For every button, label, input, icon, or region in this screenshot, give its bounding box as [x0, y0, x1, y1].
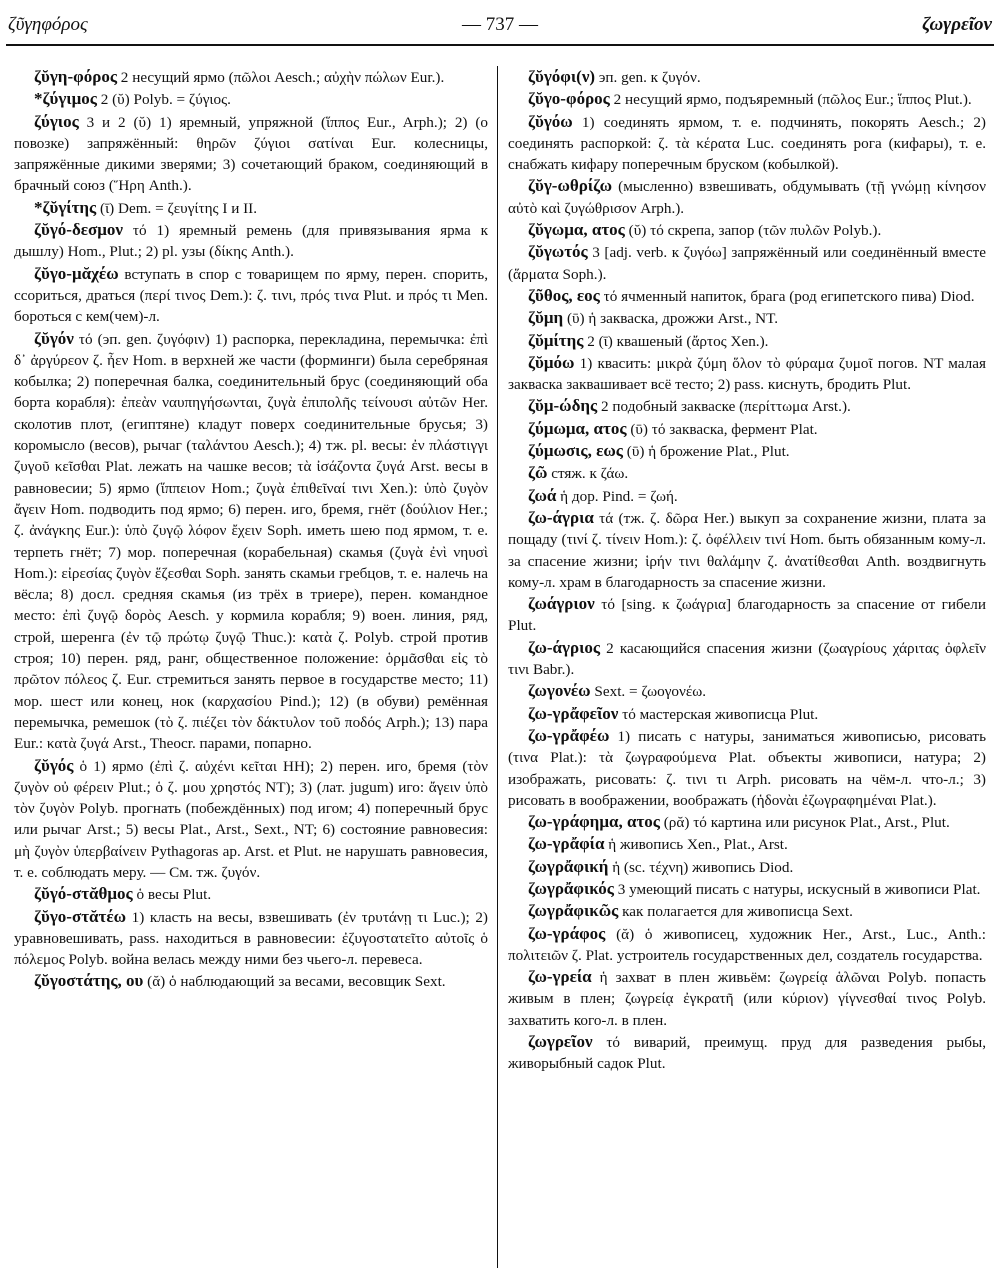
entry-headword: ζῠμ-ώδης [528, 396, 598, 416]
entry-headword: ζῠγός [34, 755, 74, 775]
entry-definition: ἡ захват в плен живьём: ζωγρείᾳ ἁλῶναι Polyb. попасть живым в плен; ζωγρείᾳ ἐγκρατῆ (или κύριον) γίγνεσθαί τινος Polyb. захватить кого-л. в плен. [508, 969, 986, 1029]
entry-headword: ζω-γρἄφέω [528, 725, 610, 745]
dictionary-entry [14, 197, 488, 219]
dictionary-entry [508, 352, 986, 396]
dictionary-entry [14, 755, 488, 884]
entry-definition: 2 подобный закваске (περίττωμα Arst.). [597, 398, 851, 416]
entry-headword: ζῠγόω [528, 111, 573, 131]
dictionary-entry [508, 878, 986, 900]
entry-headword: ζωά [528, 485, 557, 505]
dictionary-entry [508, 219, 986, 241]
dictionary-entry [508, 1031, 986, 1075]
dictionary-entry [508, 241, 986, 285]
entry-definition: 3 умеющий писать с натуры, искусный в живописи Plat. [613, 880, 981, 898]
entry-definition: 3 и 2 (ῠ) 1) яремный, упряжной (ἵππος Eur., Arph.); 2) (о повозке) запряжённый: θηρῶν ζύγιοι σατίναι Eur. колесницы, запряжённые дикими зверями; 3) сочетающий браком, соединяющий в брачный союз (Ἥρη Anth.). [14, 113, 488, 195]
entry-headword: ζύγιος [34, 111, 79, 131]
entry-headword: ζῠγο-στᾰτέω [34, 906, 127, 926]
entry-headword: ζω-γράφημα, ατος [528, 812, 660, 832]
dictionary-entry [508, 811, 986, 833]
header-last-word: ζωγρεῖον [922, 14, 992, 35]
dictionary-entry [14, 970, 488, 992]
entry-headword: ζύμωσις, εως [528, 441, 623, 461]
dictionary-entry [508, 88, 986, 110]
entry-headword: ζῠγό-δεσμον [34, 220, 124, 240]
entry-headword: ζύμωμα, ατος [528, 418, 627, 438]
entry-headword: ζῠμίτης [528, 330, 584, 350]
entry-definition: ὁ весы Plut. [132, 886, 212, 904]
entry-headword: ζω-γράφος [528, 923, 606, 943]
dictionary-entry [508, 833, 986, 855]
dictionary-entry [508, 440, 986, 462]
entry-definition: 2 (ῑ) квашеный (ἄρτος Xen.). [583, 332, 769, 350]
entry-headword: ζωγρεῖον [528, 1032, 593, 1052]
dictionary-entry [508, 485, 986, 507]
dictionary-entry [14, 66, 488, 88]
dictionary-entry [508, 66, 986, 88]
entry-headword: ζῠγο-φόρος [528, 89, 610, 109]
entry-definition: τό (эп. gen. ζυγόφιν) 1) распорка, перекладина, перемычка: ἐπὶ δ᾽ ἀργύρεον ζ. ἦεν Hom. в верхней же части (форминги) была серебряная кобылка; 2) поперечная балка, соединительный брус (соединяющий оба борта корабля): ἐπεὰν ναυπηγήσωνται, ζυγὰ ἐπιπολῆς τείνουσι αὐτῶν Her. сколотив плот, (египтяне) кладут поверх соединительные брусья; 3) коромысло (весов), рычаг (ταλάντου Aesch.); 4) тж. pl. весы: ἐν πλάστιγγι ζυγοῦ κεῖσθαι Plat. лежать на чашке весов; τὰ ἰσάζοντα ζυγά Arst. весы в равновесии; 5) ярмо (ἵππειον Hom.; ζυγὰ ἐπιθεῖναί τινι Xen.): ὑπὸ ζυγὸν ἄγειν Hom. подводить под ярмо; 6) перен. иго, бремя, гнёт (δούλιον Her.; ζ. ἀνάγκης Eur.): ὑπὸ ζυγῷ λόφον ἔχειν Soph. иметь шею под ярмом, т. е. терпеть гнёт; 7) мор. поперечная (корабельная) скамья (ζυγὰ ἐνὶ νηυσὶ Hom.): εἰρεσίας ζυγὸν ἕζεσθαι Soph. занять скамьи гребцов, т. е. налечь на вёсла; 8) досл. средняя скамья (из трёх в триере), перен. командное место: ἐπὶ ζυγῷ δορὸς Aesch. у кормила корабля; 9) воен. линия, ряд, строй, шеренга (ἐν τῷ πρώτῳ ζυγῷ Thuc.): κατὰ ζ. Polyb. строй против строя; 10) перен. ряд, ранг, общественное положение: ὁρμᾶσθαι εἰς τὸ πρῶτον πόλεος ζ. Eur. стремиться занять первое в государстве место; 11) мор. шест или конец, нок (καρχασίου Pind.); 12) (в обуви) ремённая перемычка, ремешок (τὸ ζ. πιέζει τὸν δάκτυλον τοῦ ποδός Arph.); 13) пара Eur.: κατὰ ζυγά Arst., Theocr. парами, попарно. [14, 330, 488, 753]
dictionary-entry [508, 307, 986, 329]
entry-definition: ἡ живопись Xen., Plat., Arst. [604, 836, 788, 854]
entry-headword: ζῠμόω [528, 352, 575, 372]
dictionary-entry [14, 111, 488, 197]
dictionary-entry [508, 507, 986, 593]
entry-definition: Sext. = ζωογονέω. [590, 683, 707, 701]
dictionary-entry [508, 856, 986, 878]
entry-definition: (ρᾰ) τό картина или рисунок Plat., Arst., Plut. [659, 814, 950, 832]
entry-definition: 1) квасить: μικρὰ ζύμη ὅλον τὸ φύραμα ζυμοῖ погов. NT малая закваска заквашивает всё тесто; 2) pass. киснуть, бродить Plut. [508, 354, 986, 394]
entry-definition: τό 1) яремный ремень (для привязывания ярма к дышлу) Hom., Plut.; 2) pl. узы (δίκης Anth.). [14, 222, 488, 261]
dictionary-entry [14, 263, 488, 328]
entry-headword: ζῠγό-στᾰθμος [34, 884, 133, 904]
entry-headword: ζῠγόν [34, 328, 74, 348]
entry-definition: (ῠ) τό скрепа, запор (τῶν πυλῶν Polyb.). [624, 222, 882, 240]
entry-definition: τό мастерская живописца Plut. [618, 705, 819, 723]
entry-headword: ζω-γρεία [528, 967, 592, 987]
entry-headword: ζῠγ-ωθρίζω [528, 176, 612, 196]
dictionary-entry [14, 906, 488, 971]
entry-headword: ζῦθος, εος [528, 285, 600, 305]
entry-headword: ζω-άγριος [528, 637, 601, 657]
dictionary-entry [508, 418, 986, 440]
header-rule [6, 44, 994, 46]
dictionary-entry [508, 593, 986, 637]
entry-headword: ζω-άγρια [528, 507, 594, 527]
entry-headword: ζῠγο-μᾰχέω [34, 263, 119, 283]
entry-definition: 1) писать с натуры, заниматься живописью, рисовать (τινα Plat.): τὰ ζωγραφούμενα Plat. объекты живописи, натура; 2) изображать, рисовать: ζ. τινι τι Arph. рисовать на чём-л. что-л.; 3) рисовать в воображении, воображать (ἡδονὰι ἐζωγραφημέναι Plat.). [508, 727, 986, 809]
entry-headword: ζῠγοστάτης, ου [34, 971, 144, 991]
entry-definition: (ῡ) ἡ брожение Plat., Plut. [622, 443, 790, 461]
dictionary-entry [508, 462, 986, 484]
dictionary-entry [14, 328, 488, 755]
entry-headword: ζωγρἄφική [528, 856, 609, 876]
entry-headword: ζῶ [528, 463, 548, 483]
entry-headword: ζω-γρἄφία [528, 834, 605, 854]
right-column [508, 66, 986, 1075]
entry-definition: ὁ 1) ярмо (ἐπὶ ζ. αὐχένι κεῖται HH); 2) перен. иго, бремя (τὸν ζυγὸν οὐ φέρειν Plut.; ὁ ζ. μου χρηστός NT); 3) (лат. jugum) иго: ἄγειν ὑπὸ τὸν ζυγὸν Polyb. прогнать (побеждённых) под игом; 4) поперечный брус или рычаг Arst.; 5) весы Plat., Arst., Sext., NT; 6) состояние равновесия: μὴ ζυγὸν ὑπερβαίνειν Pythagoras ap. Arst. et Plut. не нарушать равновесия, т. е. соблюдать меру. — См. тж. ζυγόν. [14, 757, 488, 881]
running-header [8, 14, 992, 40]
entry-headword: ζῠγωτός [528, 242, 588, 262]
dictionary-entry [14, 88, 488, 110]
dictionary-entry [508, 900, 986, 922]
entry-definition: τό ячменный напиток, брага (род египетского пива) Diod. [599, 287, 975, 305]
dictionary-entry [508, 637, 986, 681]
dictionary-entry [508, 111, 986, 176]
entry-definition: эп. gen. к ζυγόν. [595, 69, 701, 86]
dictionary-entry [508, 680, 986, 702]
dictionary-entry [14, 219, 488, 263]
entry-definition: (ᾰ) ὁ живописец, художник Her., Arst., Luc., Anth.: πολιτειῶν ζ. Plat. устроитель государственных дел, создатель государства. [508, 925, 986, 964]
left-column [14, 66, 488, 993]
page-number: — 737 — [462, 14, 538, 35]
header-first-word: ζῦγηφόρος [8, 14, 88, 35]
dictionary-entry [508, 285, 986, 307]
entry-headword: *ζῠγίτης [34, 197, 97, 217]
entry-definition: 3 [adj. verb. к ζυγόω] запряжённый или соединённый вместе (ἅρματα Soph.). [508, 244, 986, 283]
entry-definition: 2 несущий ярмо (πῶλοι Aesch.; αὐχὴν πώλων Eur.). [117, 69, 445, 86]
entry-definition: (ῡ) ἡ закваска, дрожжи Arst., NT. [563, 310, 779, 328]
entry-definition: 2 несущий ярмо, подъяремный (πῶλος Eur.; ἵππος Plut.). [609, 91, 972, 109]
entry-headword: ζωγρἄφικός [528, 878, 614, 898]
entry-definition: вступать в спор с товарищем по ярму, перен. спорить, ссориться, драться (περί τινος Dem.): ζ. τινι, πρός τινα Plut. и πρός τι Men. бороться с кем(чем)-л. [14, 265, 488, 326]
entry-definition: (мысленно) взвешивать, обдумывать (τῇ γνώμῃ κίνησον αὐτὸ καὶ ζυγώθρισον Arph.). [508, 178, 986, 217]
entry-definition: ἡ (sc. τέχνη) живопись Diod. [608, 858, 794, 876]
entry-definition: 2 (ῠ) Polyb. = ζύγιος. [96, 91, 231, 109]
entry-headword: ζωάγριον [528, 594, 595, 614]
entry-headword: ζωγονέω [528, 681, 591, 701]
entry-headword: *ζύγιμος [34, 89, 97, 109]
column-divider [497, 66, 498, 1268]
entry-definition: как полагается для живописца Sext. [618, 903, 853, 921]
dictionary-entry [508, 703, 986, 725]
entry-definition: τό виварий, преимущ. пруд для разведения рыбы, живорыбный садок Plut. [508, 1034, 986, 1073]
dictionary-entry [508, 923, 986, 967]
entry-headword: ζῠγωμα, ατος [528, 220, 625, 240]
entry-definition: (ῑ) Dem. = ζευγίτης I и II. [96, 199, 258, 217]
entry-definition: ἡ дор. Pind. = ζωή. [556, 487, 678, 505]
entry-headword: ζῠγόφι(ν) [528, 67, 596, 86]
entry-definition: (ᾰ) ὁ наблюдающий за весами, весовщик Sext. [143, 973, 446, 991]
entry-headword: ζω-γρἄφεῖον [528, 703, 619, 723]
dictionary-entry [508, 725, 986, 811]
entry-definition: 1) соединять ярмом, т. е. подчинять, покорять Aesch.; 2) соединять распоркой: ζ. τὰ κέρατα Luc. соединять рога (кифары), т. е. снабжать кифару поперечным бруском (кобылкой). [508, 113, 986, 174]
dictionary-entry [508, 395, 986, 417]
entry-definition: (ῡ) τό закваска, фермент Plat. [626, 420, 818, 438]
dictionary-entry [508, 330, 986, 352]
entry-definition: 1) класть на весы, взвешивать (ἐν τρυτάνῃ τι Luc.); 2) уравновешивать, pass. находиться в равновесии: ἐζυγοστατεῖτο αὐτοῖς ὁ πόλεμος Polyb. война велась между ними без чьего-л. перевеса. [14, 908, 488, 969]
dictionary-entry [14, 883, 488, 905]
entry-headword: ζῠγη-φόρος [34, 67, 117, 86]
entry-definition: 2 касающийся спасения жизни (ζωαγρίους χάριτας ὀφλεῖν τινι Babr.). [508, 639, 986, 679]
entry-definition: τό [sing. к ζωάγρια] благодарность за спасение от гибели Plut. [508, 596, 986, 635]
entry-headword: ζωγρἄφικῶς [528, 901, 619, 921]
dictionary-entry [508, 175, 986, 219]
entry-definition: стяж. к ζάω. [547, 465, 629, 483]
entry-headword: ζῠμη [528, 308, 564, 328]
dictionary-entry [508, 966, 986, 1031]
entry-definition: τά (тж. ζ. δῶρα Her.) выкуп за сохранение жизни, плата за пощаду (τινί ζ. τίνειν Hom.): ζ. ὀφέλλειν τινί Hom. быть обязанным кому-л. за спасение жизни; ἱρήν τινι θαλάμην ζ. ἀνατίθεσθαι Anth. воздвигнуть кому-л. храм в благодарность за спасение жизни. [508, 509, 986, 591]
